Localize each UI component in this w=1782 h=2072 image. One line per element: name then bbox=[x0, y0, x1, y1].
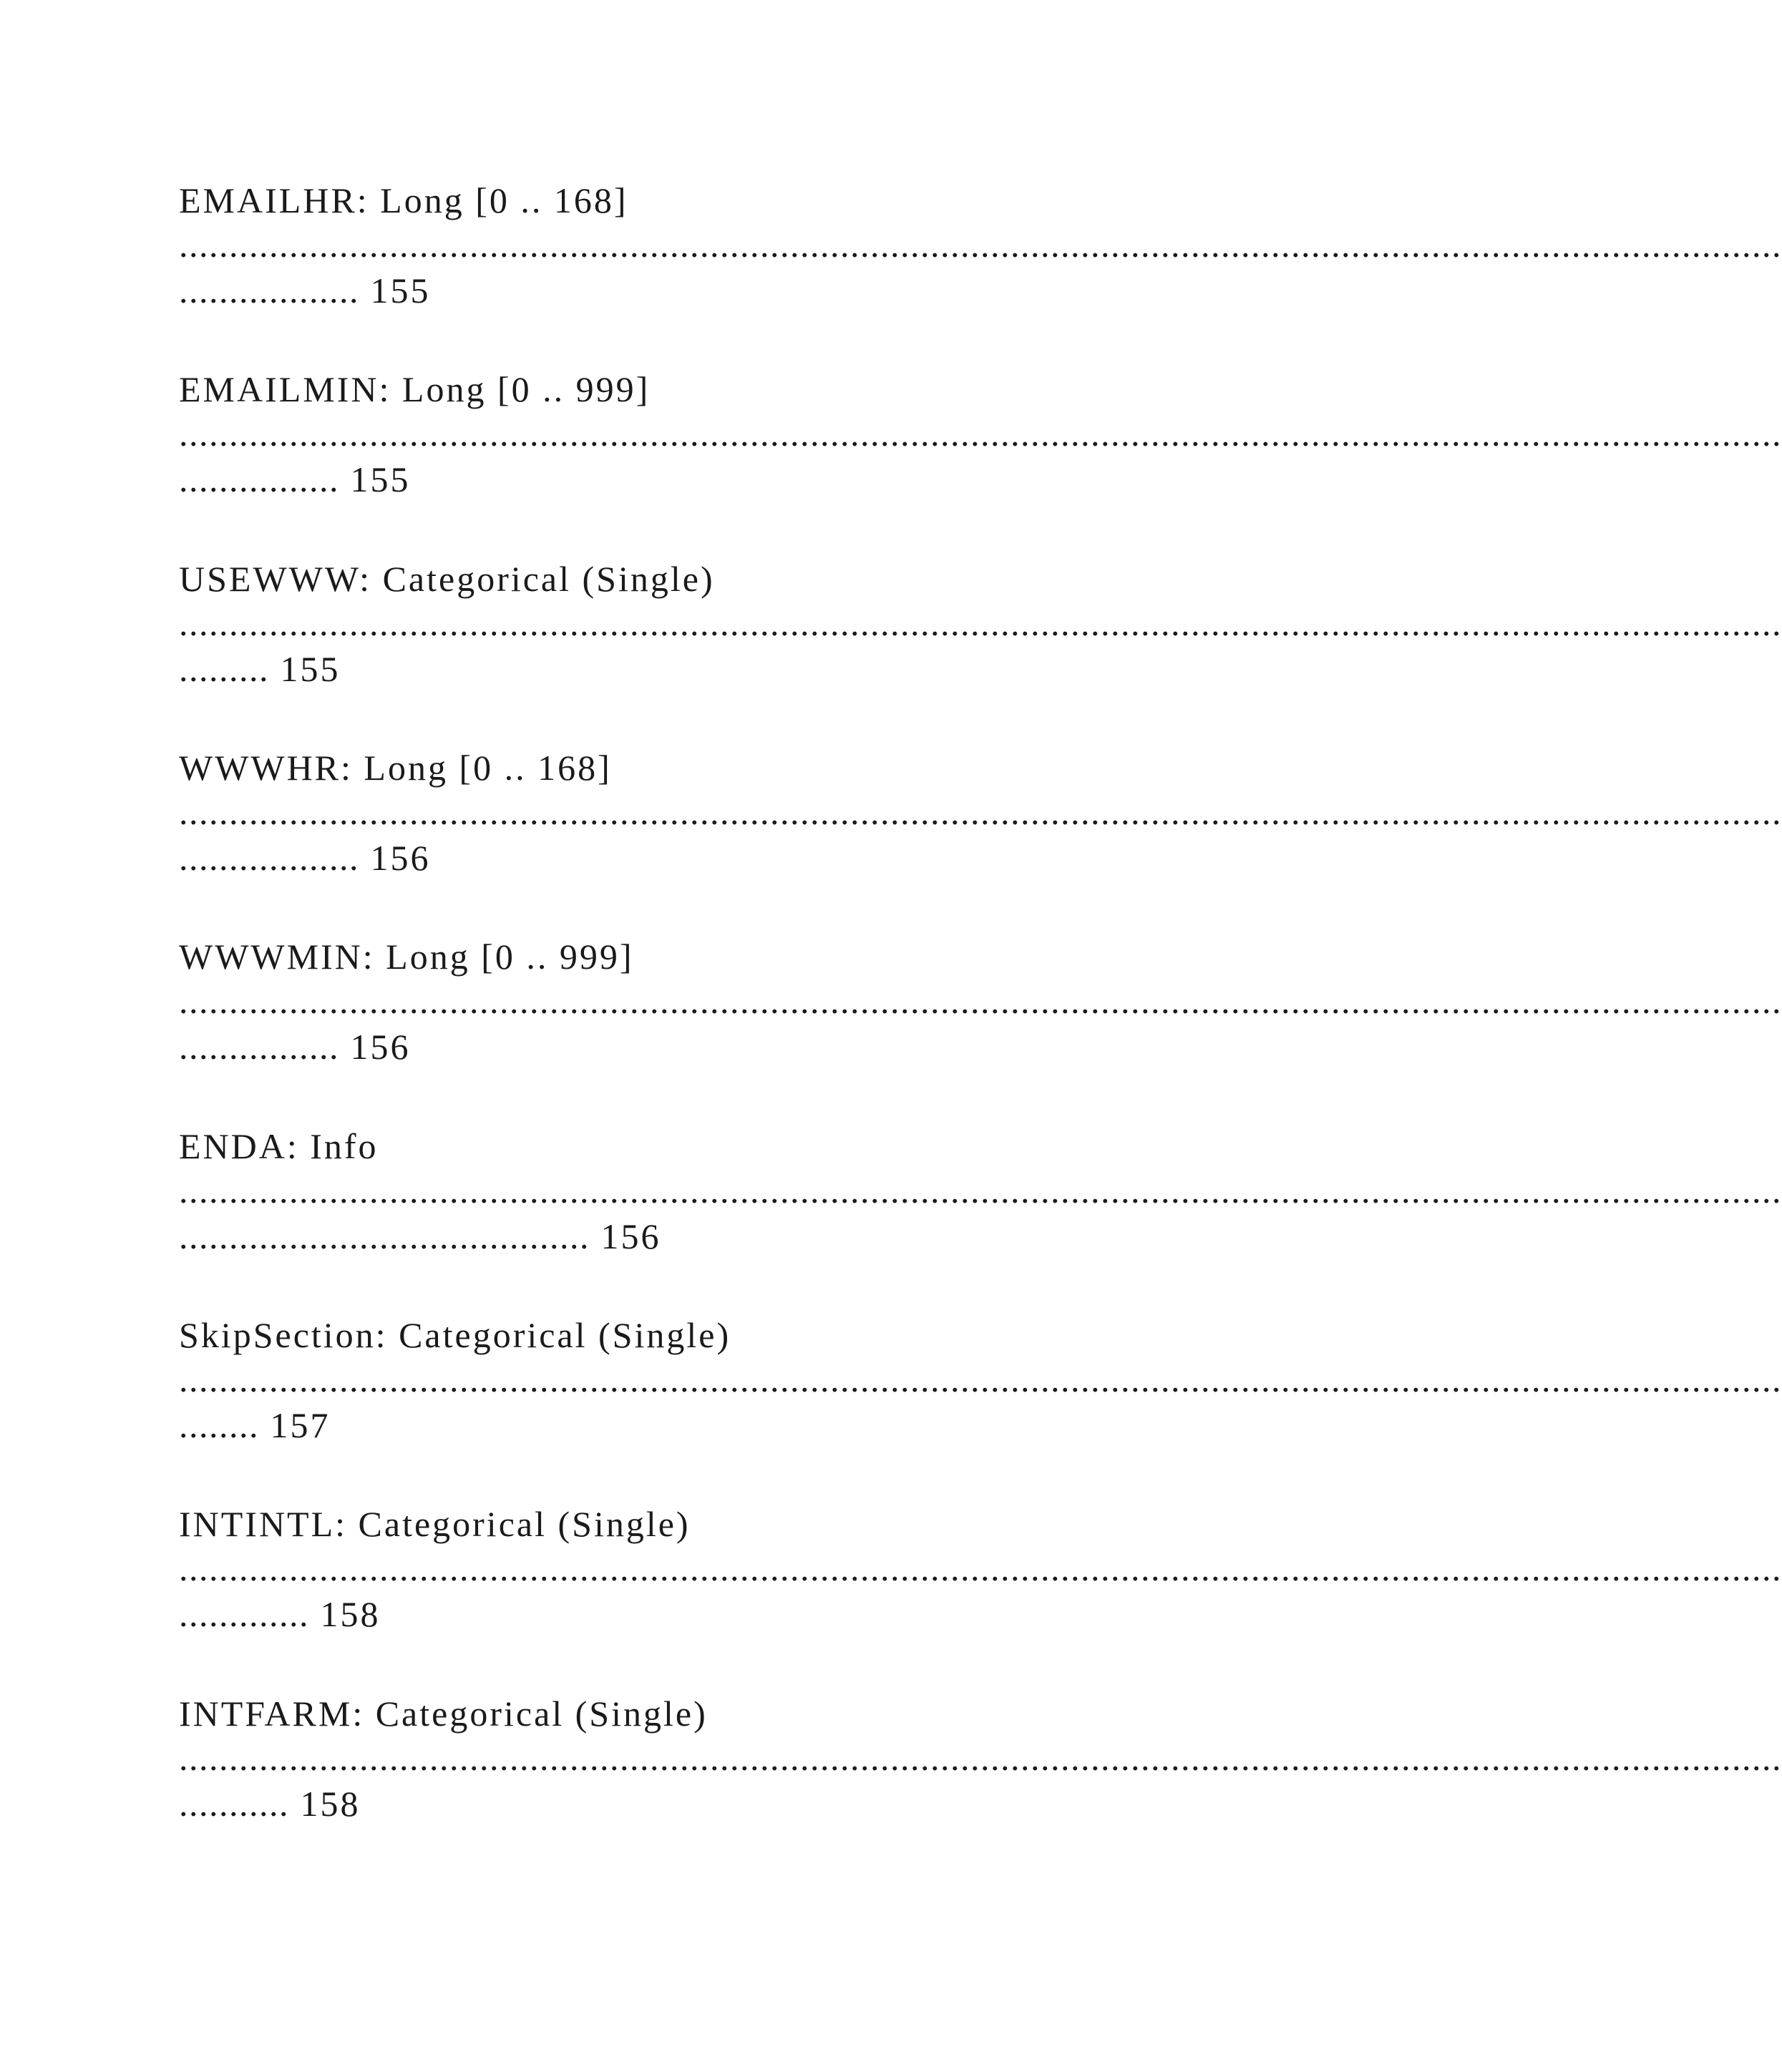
toc-page-number: 156 bbox=[350, 1027, 411, 1067]
toc-leader-dots: ................................................................................................................................................................ bbox=[179, 225, 1782, 265]
toc-leader-dots: ................................................................................................................................................................ bbox=[179, 1171, 1782, 1211]
toc-entry-title: EMAILMIN: Long [0 .. 999] bbox=[179, 369, 651, 409]
toc-leader-tail bbox=[179, 1596, 381, 1632]
toc-leader-dots: ................................................................................................................................................................ bbox=[179, 981, 1782, 1021]
toc-entry-title: INTINTL: Categorical (Single) bbox=[179, 1504, 691, 1544]
toc-tail-dots: ................ bbox=[179, 459, 339, 499]
toc-page-number: 157 bbox=[270, 1405, 331, 1445]
toc-page-number: 155 bbox=[350, 459, 411, 499]
toc-leader-tail bbox=[179, 1218, 661, 1254]
toc-tail-dots: .................. bbox=[179, 838, 359, 878]
toc-leader-dots: ................................................................................................................................................................ bbox=[179, 1548, 1782, 1588]
toc-entry-title: EMAILHR: Long [0 .. 168] bbox=[179, 180, 628, 220]
toc-leader-dots: ................................................................................................................................................................ bbox=[179, 603, 1782, 643]
toc-entry-title: ENDA: Info bbox=[179, 1126, 379, 1166]
toc-entry-title: SkipSection: Categorical (Single) bbox=[179, 1315, 731, 1355]
toc-leader-tail bbox=[179, 1407, 331, 1443]
toc-leader-tail bbox=[179, 840, 431, 876]
toc-entry-title: INTFARM: Categorical (Single) bbox=[179, 1694, 708, 1734]
toc-leader-dots: ................................................................................................................................................................ bbox=[179, 792, 1782, 832]
toc-tail-dots: .................. bbox=[179, 270, 359, 311]
toc-leader-dots: ................................................................................................................................................................ bbox=[179, 414, 1782, 454]
toc-entry-title: USEWWW: Categorical (Single) bbox=[179, 559, 715, 599]
toc-page-number: 155 bbox=[370, 270, 431, 311]
toc-leader-tail bbox=[179, 270, 431, 311]
toc-tail-dots: ................ bbox=[179, 1027, 339, 1067]
toc-leader-tail bbox=[179, 461, 411, 497]
toc-leader-tail bbox=[179, 1786, 361, 1822]
toc-page-number: 156 bbox=[370, 838, 431, 878]
toc-page-number: 155 bbox=[280, 649, 341, 689]
toc-tail-dots: ............. bbox=[179, 1594, 309, 1634]
toc-leader-tail bbox=[179, 651, 341, 687]
toc-tail-dots: ........ bbox=[179, 1405, 259, 1445]
toc-page-number: 158 bbox=[320, 1594, 381, 1634]
toc-leader-tail bbox=[179, 1029, 411, 1065]
toc-tail-dots: ......................................... bbox=[179, 1216, 590, 1256]
toc-leader-dots: ................................................................................................................................................................ bbox=[179, 1359, 1782, 1399]
toc-entry-title: WWWHR: Long [0 .. 168] bbox=[179, 748, 612, 788]
toc-leader-dots: ................................................................................................................................................................ bbox=[179, 1738, 1782, 1778]
toc-entry-title: WWWMIN: Long [0 .. 999] bbox=[179, 937, 634, 977]
toc-page-number: 156 bbox=[600, 1216, 661, 1256]
toc-tail-dots: ........... bbox=[179, 1784, 289, 1824]
toc-tail-dots: ......... bbox=[179, 649, 269, 689]
toc-page-number: 158 bbox=[300, 1784, 361, 1824]
